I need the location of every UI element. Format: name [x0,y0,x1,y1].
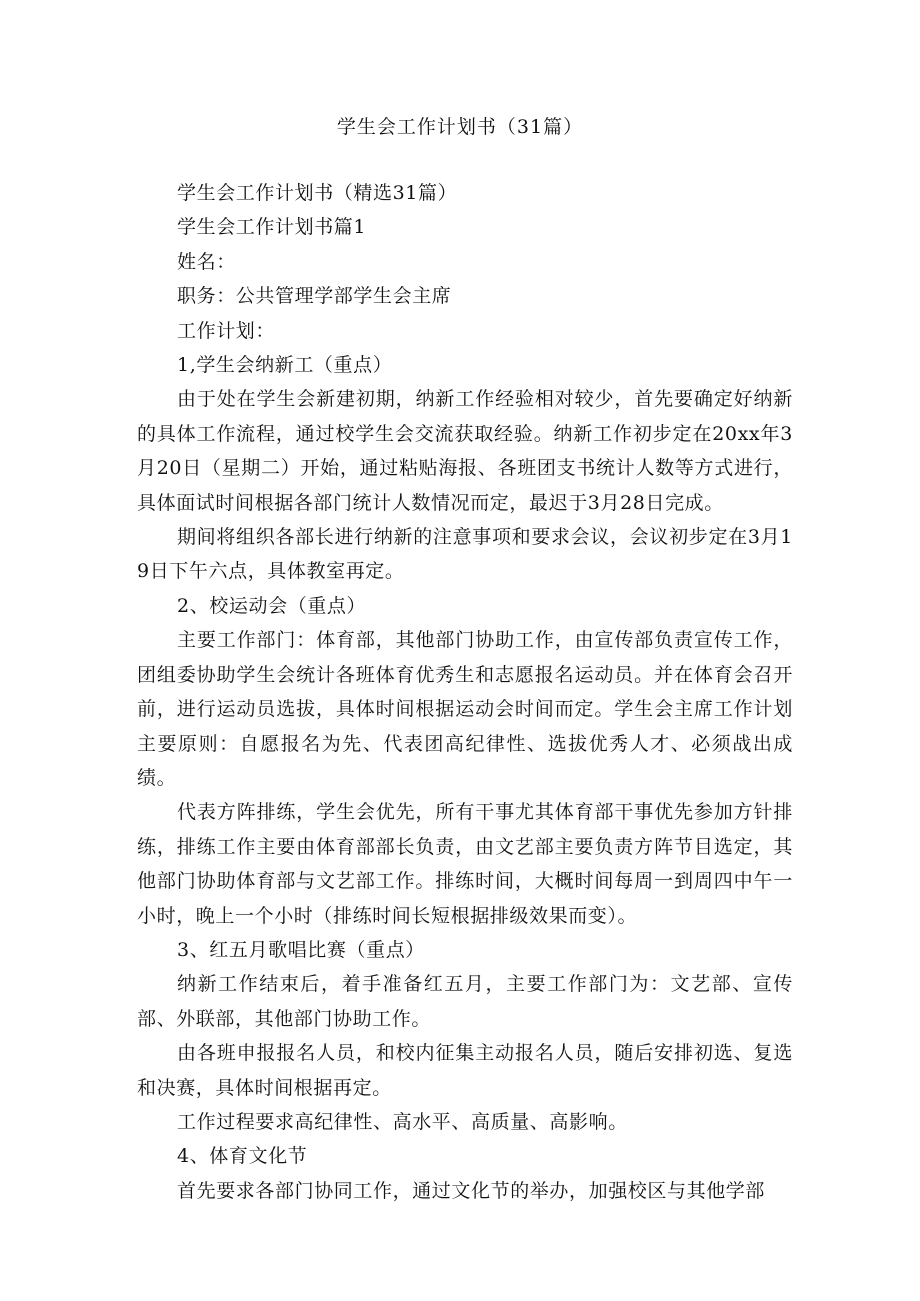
name-field-label: 姓名： [177,250,236,273]
work-plan-label: 工作计划： [177,319,276,342]
item-2-heading: 2、校运动会（重点） [177,594,367,617]
subtitle-line: 学生会工作计划书（精选31篇） [177,182,458,204]
item-4-paragraph-1: 首先要求各部门协同工作，通过文化节的举办，加强校区与其他学部 [177,1179,766,1202]
position-line: 职务：公共管理学部学生会主席 [177,285,452,308]
item-2-paragraph-1: 主要工作部门：体育部，其他部门协助工作，由宣传部负责宣传工作，团组委协助学生会统计各班体育优秀生和志愿报名运动员。并在体育会召开前，进行运动员选拔，具体时间根据运动会时间而定。学生会主席工作计划主要原则：自愿报名为先、代表团高纪律性、选拔优秀人才、必须战出成绩。 [137,629,793,789]
section-heading: 学生会工作计划书篇1 [177,216,367,239]
document-body [137,176,793,1208]
item-3-heading: 3、红五月歌唱比赛（重点） [177,938,425,961]
item-3-paragraph-3: 工作过程要求高纪律性、高水平、高质量、高影响。 [177,1110,628,1133]
item-2-paragraph-2: 代表方阵排练，学生会优先，所有干事尤其体育部干事优先参加方针排练，排练工作主要由体育部部长负责，由文艺部主要负责方阵节目选定，其他部门协助体育部与文艺部工作。排练时间，大概时间每周一到周四中午一小时，晚上一个小时（排练时间长短根据排级效果而变）。 [137,801,793,927]
item-1-paragraph-2: 期间将组织各部长进行纳新的注意事项和要求会议，会议初步定在3月19日下午六点，具体教室再定。 [137,526,793,583]
item-3-paragraph-1: 纳新工作结束后，着手准备红五月，主要工作部门为：文艺部、宣传部、外联部，其他部门协助工作。 [137,973,793,1030]
item-1-heading: 1,学生会纳新工（重点） [177,354,393,377]
item-1-paragraph-1: 由于处在学生会新建初期，纳新工作经验相对较少，首先要确定好纳新的具体工作流程，通过校学生会交流获取经验。纳新工作初步定在20xx年3月20日（星期二）开始，通过粘贴海报、各班团支书统计人数等方式进行，具体面试时间根据各部门统计人数情况而定，最迟于3月28日完成。 [137,388,793,514]
item-4-heading: 4、体育文化节 [177,1145,308,1168]
document-title: 学生会工作计划书（31篇） [336,116,584,138]
item-3-paragraph-2: 由各班申报报名人员，和校内征集主动报名人员，随后安排初选、复选和决赛，具体时间根据再定。 [137,1042,793,1099]
